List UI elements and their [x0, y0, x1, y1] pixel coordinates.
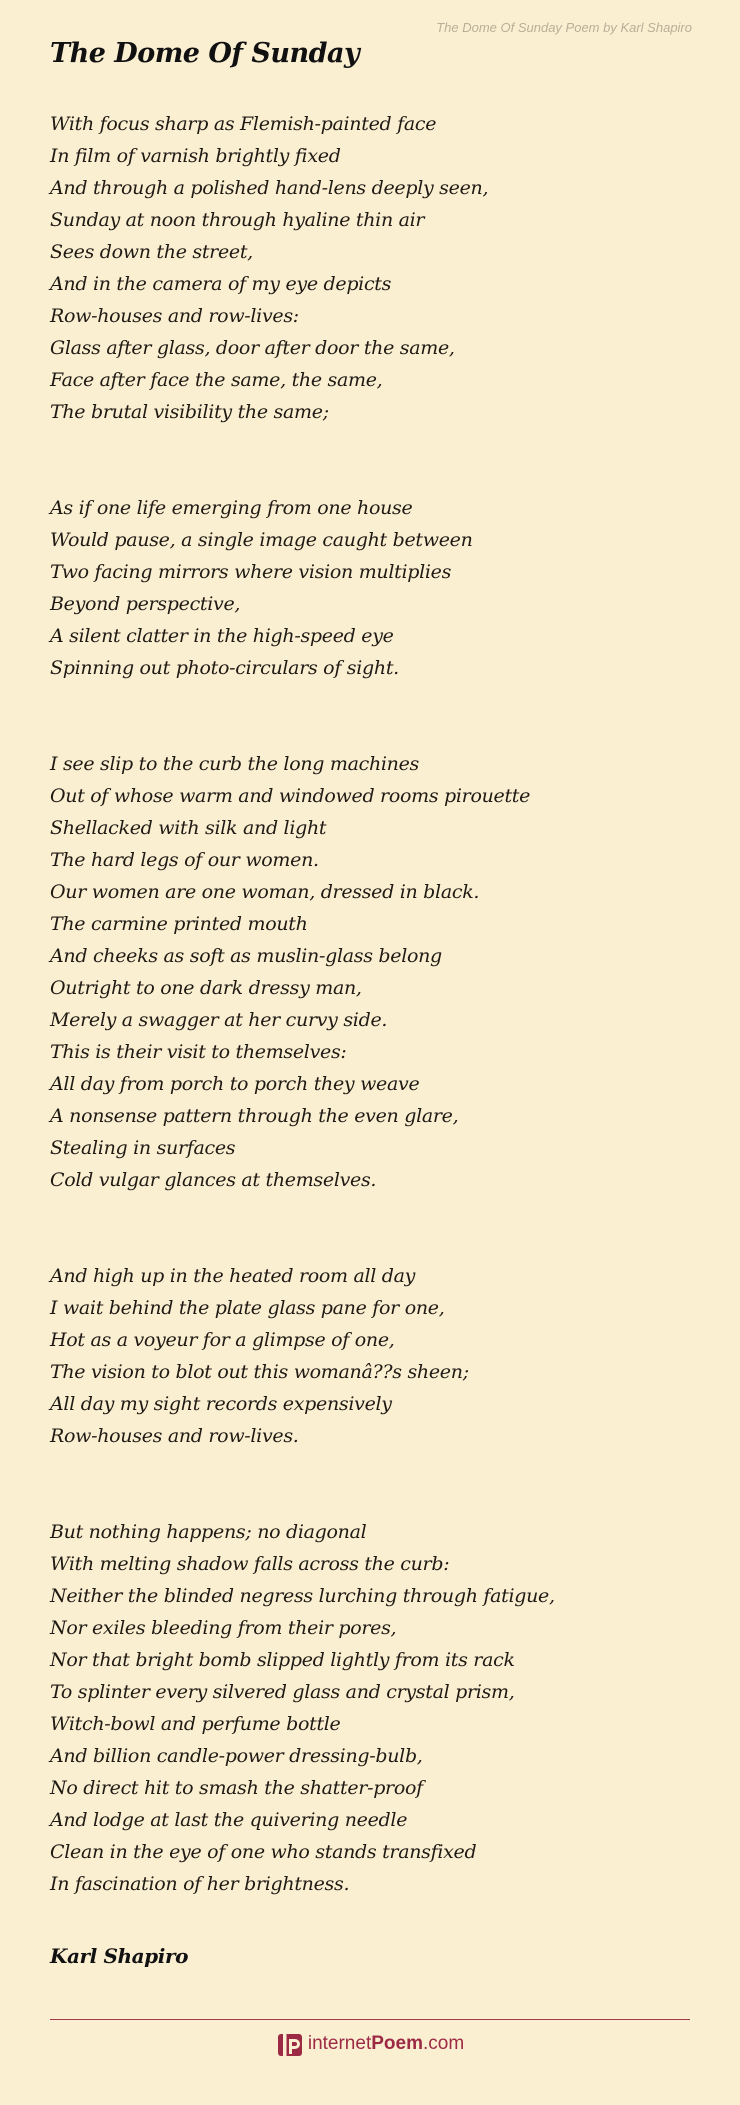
poem-stanza: [50, 1260, 700, 1452]
poem-line: Neither the blinded negress lurching through fatigue,: [50, 1585, 555, 1607]
poem-line: Cold vulgar glances at themselves.: [50, 1169, 377, 1191]
poem-line: The brutal visibility the same;: [50, 401, 329, 423]
poem-line: And billion candle-power dressing-bulb,: [50, 1745, 423, 1767]
poem-line: Nor exiles bleeding from their pores,: [50, 1617, 397, 1639]
poem-line: Shellacked with silk and light: [50, 817, 327, 839]
poem-line: The vision to blot out this womanâ??s sheen;: [50, 1361, 469, 1383]
poem-line: Row-houses and row-lives:: [50, 305, 299, 327]
poem-line: The carmine printed mouth: [50, 913, 308, 935]
poem-line: Would pause, a single image caught between: [50, 529, 473, 551]
poem-stanza: [50, 748, 700, 1196]
poem-line: Outright to one dark dressy man,: [50, 977, 362, 999]
poem-line: Face after face the same, the same,: [50, 369, 383, 391]
poem-line: Sunday at noon through hyaline thin air: [50, 209, 425, 231]
poem-author: Karl Shapiro: [50, 1944, 189, 1968]
poem-line: Beyond perspective,: [50, 593, 241, 615]
poem-line: Two facing mirrors where vision multiplies: [50, 561, 452, 583]
poem-line: All day my sight records expensively: [50, 1393, 392, 1415]
poem-line: Row-houses and row-lives.: [50, 1425, 299, 1447]
poem-line: Nor that bright bomb slipped lightly from its rack: [50, 1649, 515, 1671]
footer: [0, 2030, 740, 2058]
brand-dotcom: .com: [422, 2033, 465, 2054]
poem-line: Clean in the eye of one who stands transfixed: [50, 1841, 477, 1863]
poem-line: Stealing in surfaces: [50, 1137, 236, 1159]
poem-title: The Dome Of Sunday: [50, 38, 360, 69]
internetpoem-wordmark: [308, 2033, 464, 2055]
internetpoem-link[interactable]: [276, 2030, 464, 2058]
poem-line: Glass after glass, door after door the same,: [50, 337, 455, 359]
poem-line: But nothing happens; no diagonal: [50, 1521, 367, 1543]
poem-line: Out of whose warm and windowed rooms pirouette: [50, 785, 531, 807]
poem-line: No direct hit to smash the shatter-proof: [50, 1777, 423, 1799]
poem-line: And through a polished hand-lens deeply seen,: [50, 177, 489, 199]
poem-line: All day from porch to porch they weave: [50, 1073, 420, 1095]
poem-line: In fascination of her brightness.: [50, 1873, 350, 1895]
poem-line: The hard legs of our women.: [50, 849, 319, 871]
poem-line: In film of varnish brightly fixed: [50, 145, 341, 167]
poem-line: Hot as a voyeur for a glimpse of one,: [50, 1329, 395, 1351]
poem-line: Merely a swagger at her curvy side.: [50, 1009, 388, 1031]
poem-stanza: [50, 108, 700, 428]
top-credit: The Dome Of Sunday Poem by Karl Shapiro: [436, 20, 692, 35]
poem-line: Witch-bowl and perfume bottle: [50, 1713, 341, 1735]
brand-poem: Poem: [371, 2033, 423, 2054]
poem-line: Our women are one woman, dressed in black.: [50, 881, 480, 903]
poem-line: With focus sharp as Flemish-painted face: [50, 113, 437, 135]
poem-line: A nonsense pattern through the even glare,: [50, 1105, 459, 1127]
poem-line: Spinning out photo-circulars of sight.: [50, 657, 399, 679]
poem-line: And high up in the heated room all day: [50, 1265, 416, 1287]
poem-body: [50, 108, 700, 1964]
poem-line: And in the camera of my eye depicts: [50, 273, 392, 295]
poem-line: A silent clatter in the high-speed eye: [50, 625, 394, 647]
internetpoem-logo-icon: [276, 2030, 304, 2058]
poem-line: This is their visit to themselves:: [50, 1041, 347, 1063]
footer-divider: [50, 2019, 690, 2020]
brand-internet: internet: [307, 2033, 372, 2054]
poem-stanza: [50, 1516, 700, 1900]
poem-line: And lodge at last the quivering needle: [50, 1809, 408, 1831]
poem-line: With melting shadow falls across the curb:: [50, 1553, 450, 1575]
poem-line: As if one life emerging from one house: [50, 497, 413, 519]
poem-line: Sees down the street,: [50, 241, 253, 263]
poem-line: I see slip to the curb the long machines: [50, 753, 420, 775]
poem-stanza: [50, 492, 700, 684]
poem-line: And cheeks as soft as muslin-glass belong: [50, 945, 442, 967]
poem-line: To splinter every silvered glass and crystal prism,: [50, 1681, 515, 1703]
poem-line: I wait behind the plate glass pane for one,: [50, 1297, 445, 1319]
